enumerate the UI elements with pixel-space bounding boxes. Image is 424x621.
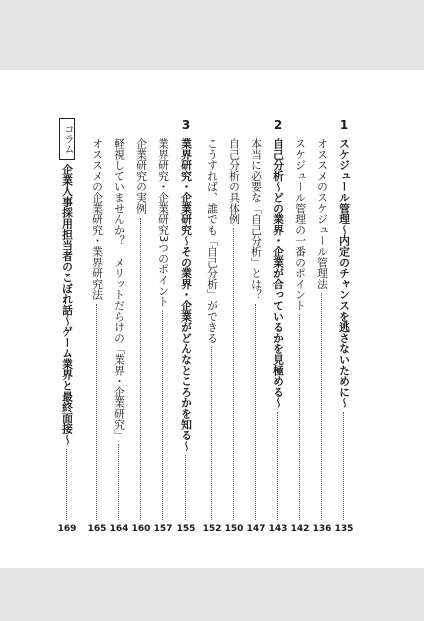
toc-page: 155 (176, 524, 196, 534)
toc-page: 143 (268, 524, 288, 534)
toc-entry[interactable] (155, 138, 171, 535)
toc-page: 150 (224, 524, 244, 534)
toc-title: 自己分析～どの業界・企業が合っているかを見極める～ (272, 138, 285, 408)
leader-dots (118, 444, 120, 520)
toc-page: 160 (131, 524, 151, 534)
toc-title: 業界研究・企業研究～その業界・企業がどんなところかを知る～ (180, 138, 193, 452)
toc-page: 142 (290, 524, 310, 534)
leader-dots (255, 304, 257, 520)
leader-dots (140, 218, 142, 520)
toc-title: 本当に必要な「自己分析」とは？ (250, 138, 263, 300)
toc-title: オススメのスケジュール管理法 (316, 138, 329, 290)
toc-title: スケジュール管理～内定のチャンスを逃さないために～ (338, 138, 351, 408)
toc-entry[interactable] (292, 138, 308, 535)
toc-title: こうすれば、誰でも「自己分析」ができる (206, 138, 219, 344)
leader-dots (162, 311, 164, 520)
toc-page: 165 (87, 524, 107, 534)
toc-page: 147 (246, 524, 266, 534)
chapter-number: 1 (339, 118, 349, 132)
toc-entry-chapter-1[interactable] (336, 138, 352, 535)
leader-dots (211, 347, 213, 520)
leader-dots (277, 412, 279, 520)
leader-dots (96, 304, 98, 520)
toc-page: 136 (312, 524, 332, 534)
chapter-number: 3 (181, 118, 191, 132)
toc-title: 企業研究の実例 (135, 138, 148, 214)
toc-title: 自己分析の具体例 (228, 138, 241, 225)
chapter-number: 2 (273, 118, 283, 132)
toc-page: 135 (334, 524, 354, 534)
leader-dots (66, 449, 68, 520)
toc-title: 企業人事採用担当者のこぼれ話～ゲーム業界と最終面接～ (61, 164, 74, 445)
toc-title: オススメの企業研究・業界研究法 (91, 138, 104, 300)
toc-entry[interactable] (314, 138, 330, 535)
toc-title: 業界研究・企業研究3つのポイント (157, 138, 170, 307)
toc-entry[interactable] (111, 138, 127, 535)
column-tag: コラム (59, 118, 75, 160)
toc-entry[interactable] (204, 138, 220, 535)
toc-entry-column[interactable] (59, 164, 75, 535)
leader-dots (321, 293, 323, 520)
toc-title: 軽視していませんか？ メリットだらけの「業界・企業研究」 (113, 138, 126, 441)
toc-page: 164 (109, 524, 129, 534)
leader-dots (343, 412, 345, 520)
toc-entry[interactable] (248, 138, 264, 535)
toc-title: スケジュール管理の一番のポイント (294, 138, 307, 311)
leader-dots (185, 455, 187, 520)
leader-dots (233, 228, 235, 520)
toc-entry-chapter-3[interactable] (178, 138, 194, 535)
toc-page: 169 (57, 524, 77, 534)
toc-entry[interactable] (89, 138, 105, 535)
leader-dots (299, 315, 301, 520)
toc-entry[interactable] (133, 138, 149, 535)
toc-page: 157 (153, 524, 173, 534)
toc-entry-chapter-2[interactable] (270, 138, 286, 535)
toc-page: 152 (202, 524, 222, 534)
toc-entry[interactable] (226, 138, 242, 535)
